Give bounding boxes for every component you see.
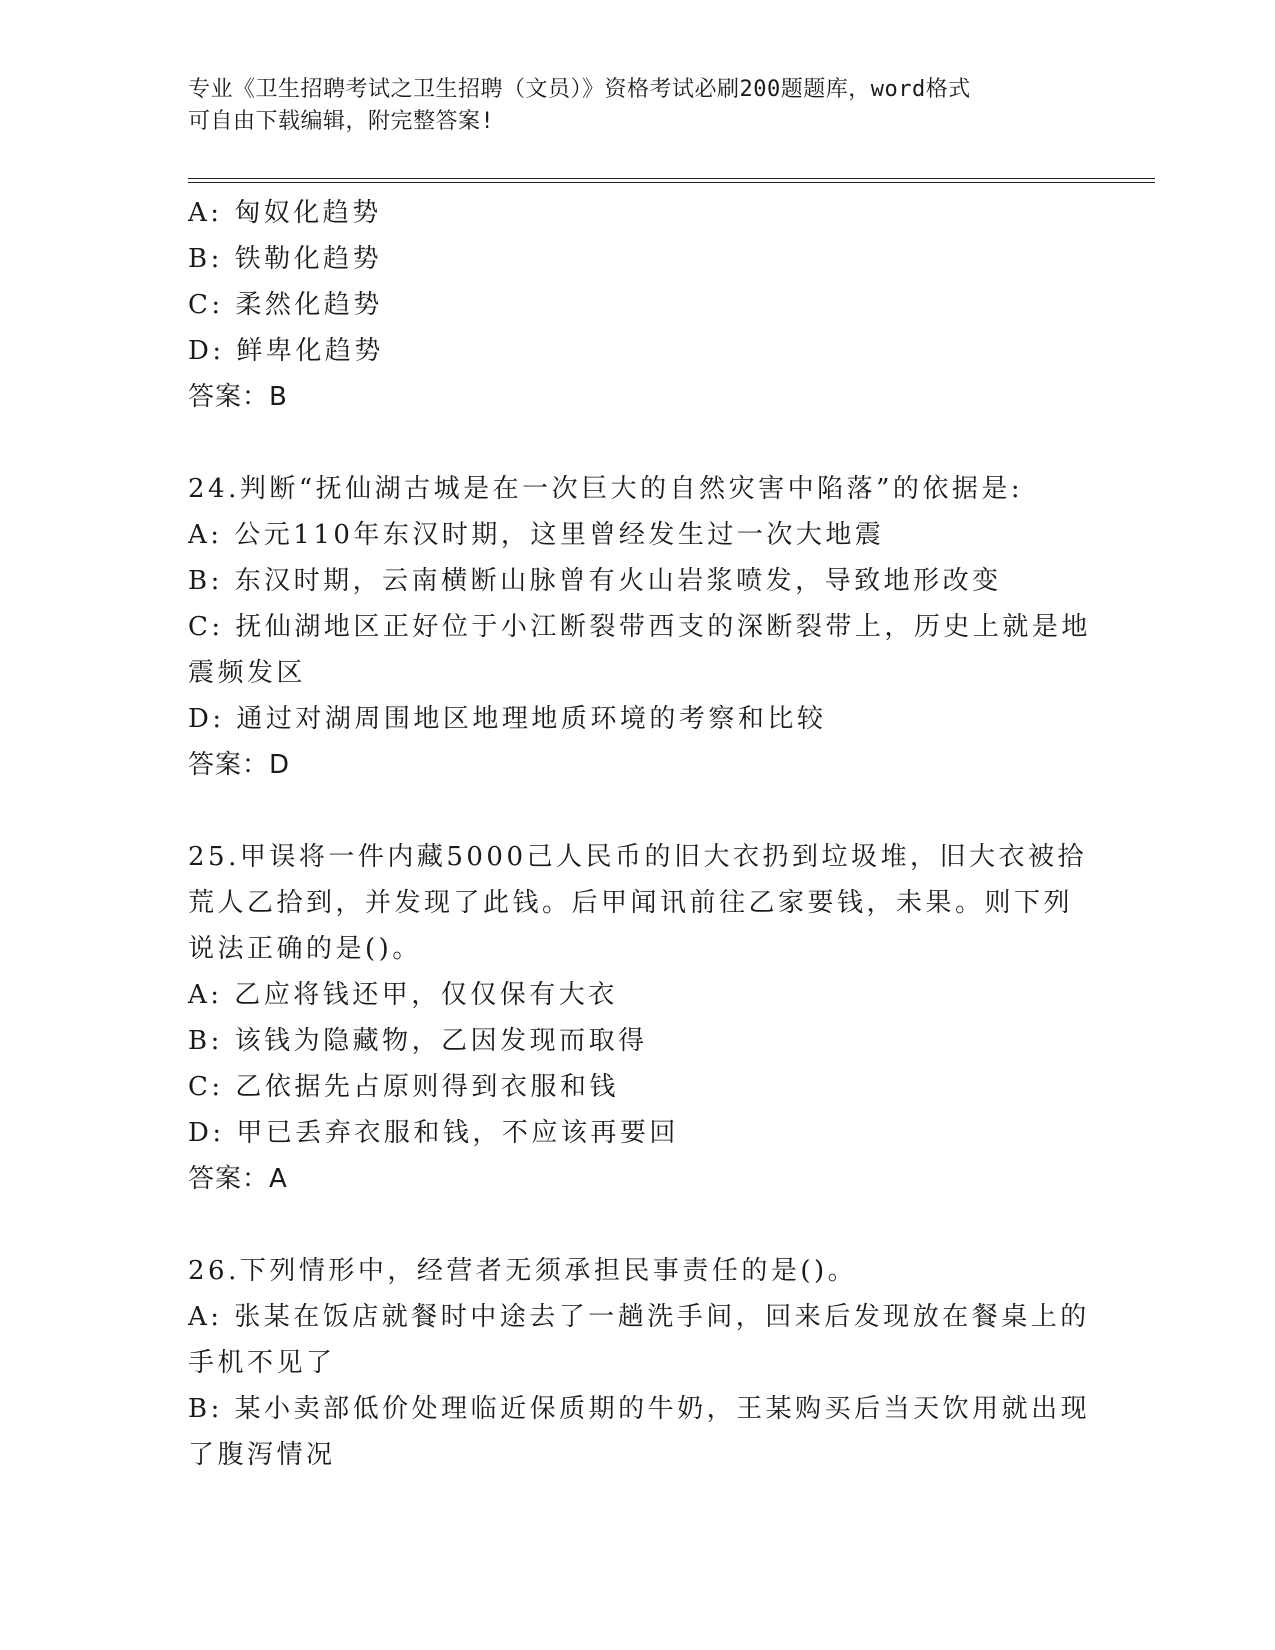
spacer — [188, 420, 1068, 466]
question-stem-line-1: 25.甲误将一件内藏5000己人民币的旧大衣扔到垃圾堆，旧大衣被拾 — [188, 842, 1088, 872]
option-c-continued: 震频发区 — [188, 658, 307, 688]
option-c: C: 抚仙湖地区正好位于小江断裂带西支的深断裂带上，历史上就是地 — [188, 612, 1091, 642]
option-d: D: 甲已丢弃衣服和钱，不应该再要回 — [188, 1118, 679, 1148]
option-a: A: 匈奴化趋势 — [188, 198, 382, 228]
option-c: C: 柔然化趋势 — [188, 290, 383, 320]
question-24 — [188, 466, 1091, 788]
spacer — [188, 1202, 1068, 1248]
header-title-line-2: 可自由下载编辑，附完整答案! — [188, 109, 495, 134]
header-double-rule — [188, 178, 1155, 183]
option-a: A: 乙应将钱还甲，仅仅保有大衣 — [188, 980, 618, 1010]
answer: 答案：B — [188, 382, 288, 412]
option-d: D: 通过对湖周围地区地理地质环境的考察和比较 — [188, 704, 827, 734]
option-a: A: 张某在饭店就餐时中途去了一趟洗手间，回来后发现放在餐桌上的 — [188, 1302, 1090, 1332]
page-header — [188, 74, 1088, 138]
question-content — [188, 190, 1091, 1478]
spacer — [188, 788, 1068, 834]
option-b: B: 东汉时期，云南横断山脉曾有火山岩浆喷发，导致地形改变 — [188, 566, 1002, 596]
question-stem: 24.判断“抚仙湖古城是在一次巨大的自然灾害中陷落”的依据是: — [188, 474, 1024, 504]
option-d: D: 鲜卑化趋势 — [188, 336, 384, 366]
question-stem-line-3: 说法正确的是()。 — [188, 934, 422, 964]
option-b-continued: 了腹泻情况 — [188, 1440, 336, 1470]
question-25 — [188, 834, 1088, 1202]
answer: 答案：D — [188, 750, 291, 780]
option-a: A: 公元110年东汉时期，这里曾经发生过一次大地震 — [188, 520, 885, 550]
option-b: B: 该钱为隐藏物，乙因发现而取得 — [188, 1026, 648, 1056]
option-b: B: 某小卖部低价处理临近保质期的牛奶，王某购买后当天饮用就出现 — [188, 1394, 1091, 1424]
option-a-continued: 手机不见了 — [188, 1348, 336, 1378]
question-stem: 26.下列情形中，经营者无须承担民事责任的是()。 — [188, 1256, 858, 1286]
option-b: B: 铁勒化趋势 — [188, 244, 383, 274]
question-23 — [188, 190, 1068, 420]
question-stem-line-2: 荒人乙拾到，并发现了此钱。后甲闻讯前往乙家要钱，未果。则下列 — [188, 888, 1074, 918]
header-title-line-1: 专业《卫生招聘考试之卫生招聘（文员）》资格考试必刷200题题库，word格式 — [188, 77, 971, 102]
answer: 答案：A — [188, 1164, 288, 1194]
option-c: C: 乙依据先占原则得到衣服和钱 — [188, 1072, 619, 1102]
question-26 — [188, 1248, 1091, 1478]
